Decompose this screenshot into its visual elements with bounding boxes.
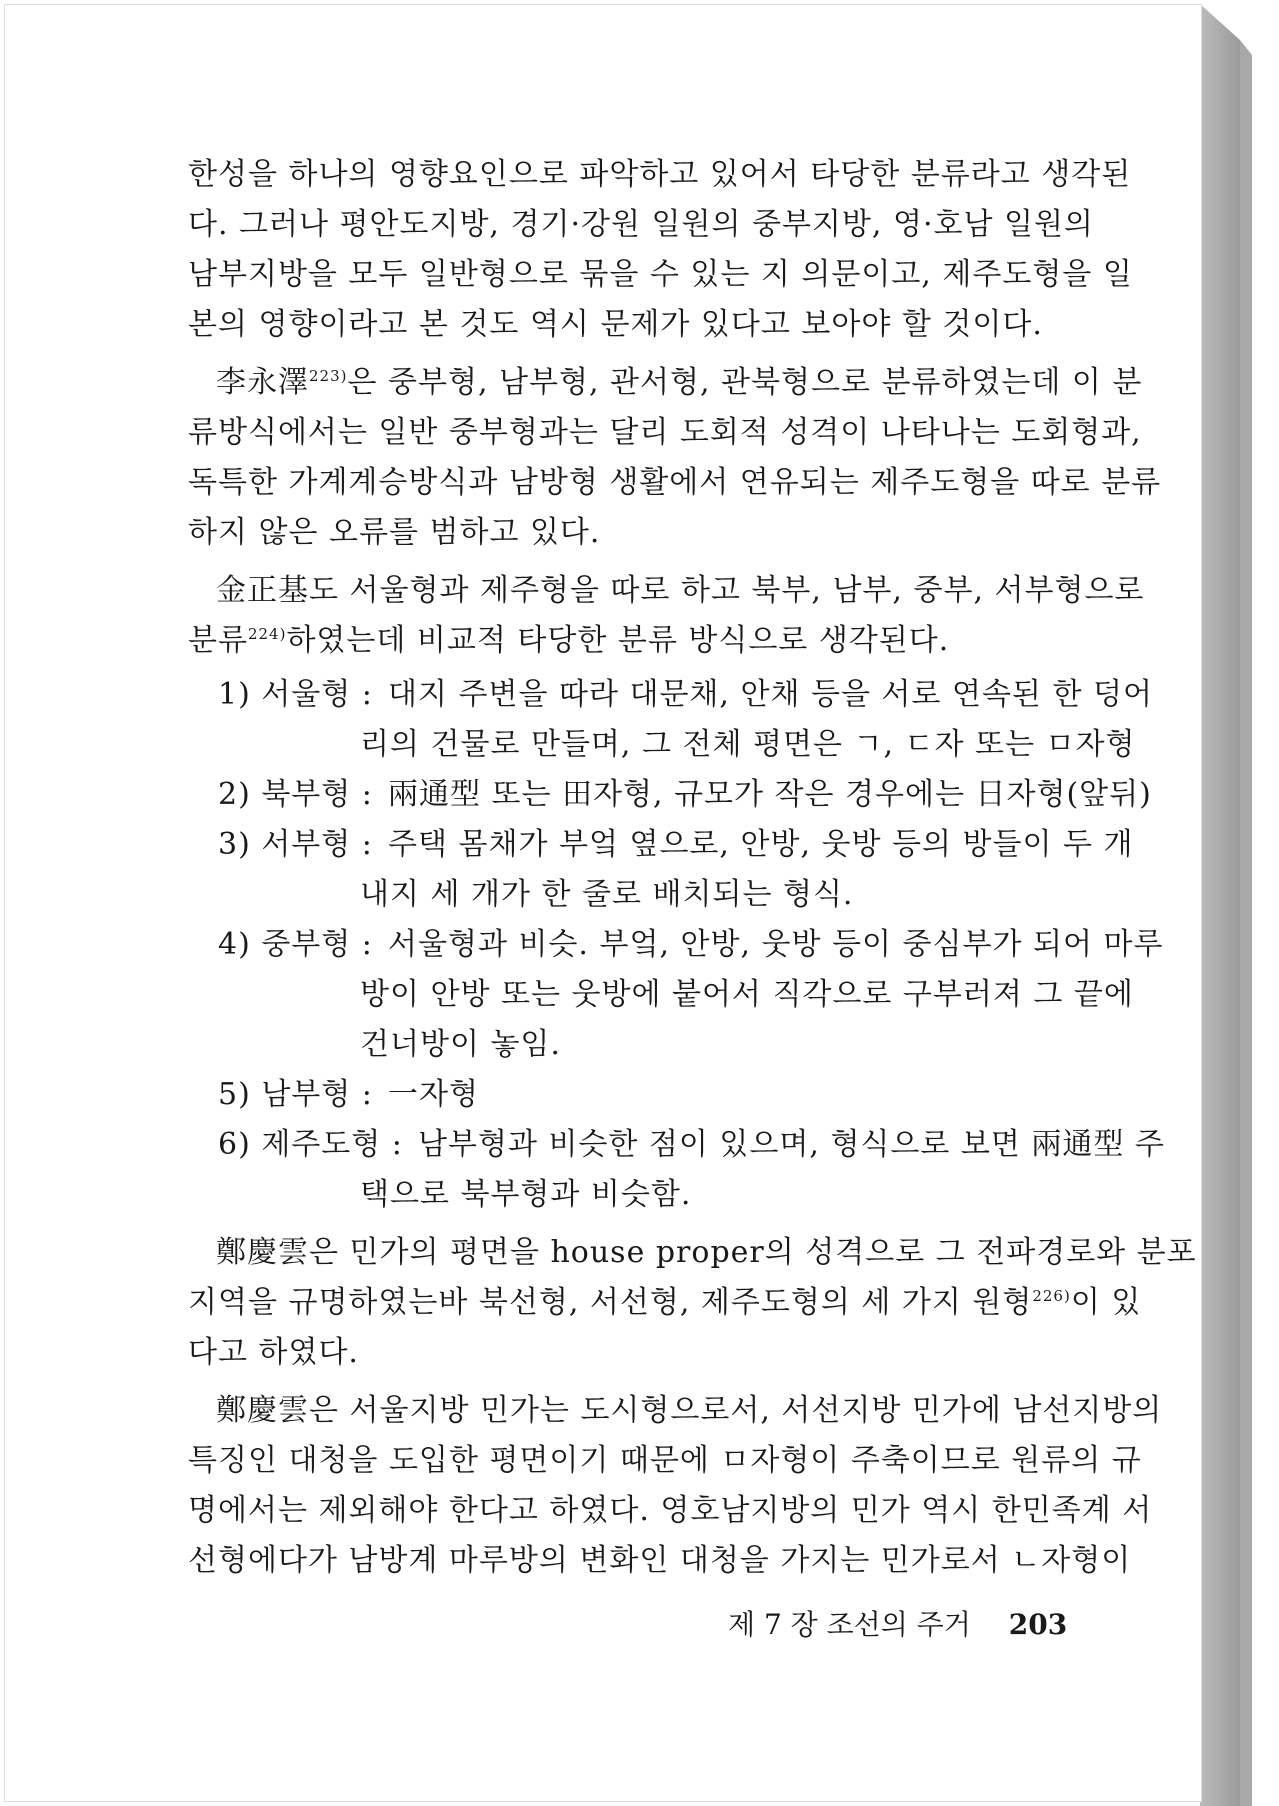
text-line: 다고 하였다.: [188, 1335, 359, 1370]
text-line: 한성을 하나의 영향요인으로 파악하고 있어서 타당한 분류라고 생각된: [188, 157, 1132, 192]
text-fragment: 분류: [188, 623, 248, 658]
list-item-text: 남부형과 비슷한 점이 있으며, 형식으로 보면 兩通型 주: [418, 1127, 1165, 1162]
list-item-text: 서울형과 비슷. 부엌, 안방, 웃방 등이 중심부가 되어 마루: [388, 927, 1164, 962]
footnote-marker: 226): [1032, 1287, 1071, 1305]
text-line: [188, 616, 1088, 666]
text-line: 선형에다가 남방계 마루방의 변화인 대청을 가지는 민가로서 ㄴ자형이: [188, 1543, 1132, 1578]
author-name: 鄭慶雲: [216, 1235, 309, 1270]
list-item-continuation: 리의 건물로 만들며, 그 전체 평면은 ㄱ, ㄷ자 또는 ㅁ자형: [360, 727, 1136, 762]
list-item-label: 5) 남부형 :: [218, 1077, 373, 1112]
text-line: 명에서는 제외해야 한다고 하였다. 영호남지방의 민가 역시 한민족계 서: [188, 1493, 1153, 1528]
page-footer: [728, 1603, 1088, 1643]
footnote-marker: 223): [309, 367, 348, 385]
list-item: [188, 670, 1153, 720]
text-line: 하지 않은 오류를 범하고 있다.: [188, 515, 601, 550]
text-fragment: 하였는데 비교적 타당한 분류 방식으로 생각된다.: [286, 623, 950, 658]
paragraph-4: [188, 1228, 1197, 1378]
text-line: [188, 1278, 1142, 1328]
text-line: [188, 1228, 1197, 1278]
text-line: 다. 그러나 평안도지방, 경기·강원 일원의 중부지방, 영·호남 일원의: [188, 207, 1094, 242]
page-number: 203: [1008, 1608, 1068, 1641]
list-item: [188, 820, 1134, 870]
list-item-continuation: 방이 안방 또는 웃방에 붙어서 직각으로 구부러져 그 끝에: [360, 977, 1134, 1012]
author-name: 李永澤: [216, 365, 309, 400]
list-item-label: 4) 중부형 :: [218, 927, 373, 962]
text-line: 鄭慶雲은 서울지방 민가는 도시형으로서, 서선지방 민가에 남선지방의: [216, 1393, 1163, 1428]
chapter-title: 제 7 장 조선의 주거: [728, 1608, 971, 1641]
list-item: [188, 1120, 1165, 1170]
house-type-list: [188, 670, 1165, 1220]
text-line: 특징인 대청을 도입한 평면이기 때문에 ㅁ자형이 주축이므로 원류의 규: [188, 1443, 1142, 1478]
page-text: [188, 150, 1197, 1586]
text-fragment: 지역을 규명하였는바 북선형, 서선형, 제주도형의 세 가지 원형: [188, 1285, 1033, 1320]
text-line: [188, 358, 1143, 408]
text-line: 金正基도 서울형과 제주형을 따로 하고 북부, 남부, 중부, 서부형으로: [216, 573, 1145, 608]
list-item-continuation: 건너방이 놓임.: [360, 1027, 561, 1062]
list-item-text: 주택 몸채가 부엌 옆으로, 안방, 웃방 등의 방들이 두 개: [388, 827, 1134, 862]
text-line: 독특한 가계계승방식과 남방형 생활에서 연유되는 제주도형을 따로 분류: [188, 465, 1162, 500]
text-line: 본의 영향이라고 본 것도 역시 문제가 있다고 보아야 할 것이다.: [188, 307, 1043, 342]
text-line: 류방식에서는 일반 중부형과는 달리 도회적 성격이 나타나는 도회형과,: [188, 415, 1142, 450]
list-item: [188, 920, 1164, 970]
paragraph-3: [188, 566, 1145, 666]
list-item-continuation: 내지 세 개가 한 줄로 배치되는 형식.: [360, 877, 854, 912]
paragraph-5: [188, 1386, 1163, 1586]
list-item: [188, 1070, 1088, 1120]
list-item-label: 3) 서부형 :: [218, 827, 373, 862]
text-fragment: 은 중부형, 남부형, 관서형, 관북형으로 분류하였는데 이 분: [347, 365, 1143, 400]
footnote-marker: 224): [247, 625, 287, 643]
list-item-label: 2) 북부형 :: [218, 777, 373, 812]
text-fragment: 은 민가의 평면을 house proper의 성격으로 그 전파경로와 분포: [309, 1235, 1197, 1270]
text-fragment: 이 있: [1070, 1285, 1142, 1320]
list-item: [188, 770, 1152, 820]
list-item-label: 6) 제주도형 :: [218, 1127, 403, 1162]
list-item-text: 一자형: [388, 1077, 479, 1112]
list-item-continuation: 택으로 북부형과 비슷함.: [360, 1177, 692, 1212]
list-item-text: 대지 주변을 따라 대문채, 안채 등을 서로 연속된 한 덩어: [388, 677, 1153, 712]
text-line: 남부지방을 모두 일반형으로 묶을 수 있는 지 의문이고, 제주도형을 일: [188, 257, 1133, 292]
list-item-label: 1) 서울형 :: [218, 677, 373, 712]
paragraph-2: [188, 358, 1162, 558]
list-item-text: 兩通型 또는 田자형, 규모가 작은 경우에는 日자형(앞뒤): [388, 777, 1152, 812]
paragraph-1: [188, 150, 1133, 350]
